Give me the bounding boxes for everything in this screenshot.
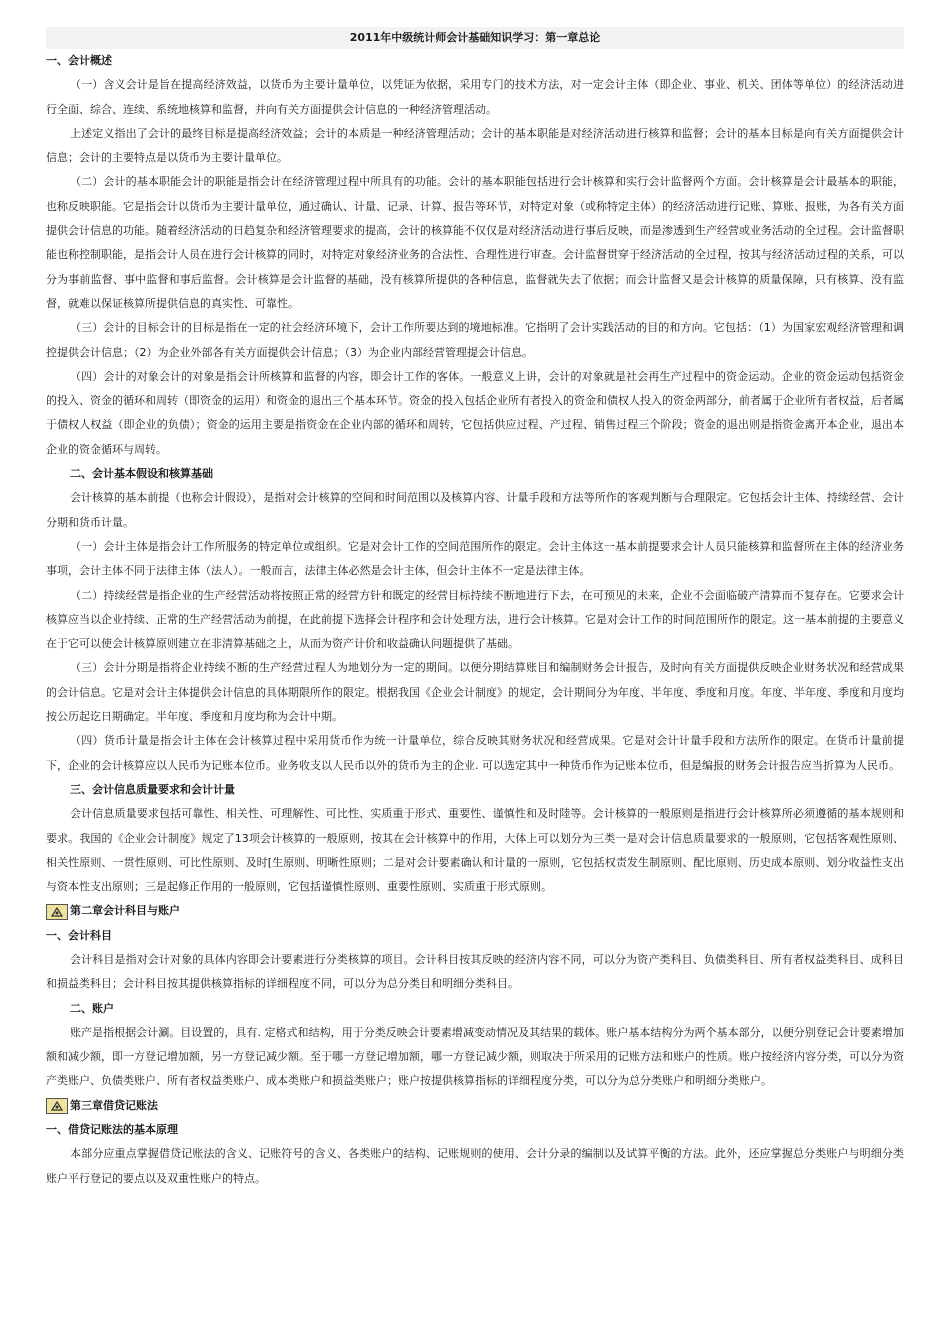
- paragraph: （二）会计的基本职能会计的职能是指会计在经济管理过程中所具有的功能。会计的基本职能包括进行会计核算和实行会计监督两个方面。会计核算是会计最基本的职能，也称反映职能。它是指会计以货币为主要计量单位，通过确认、计量、记录、计算、报告等环节，对特定对象（或称特定主体）的经济活动进行记账、算账、报账，为各有关方面提供会计信息的功能。随着经济活动的日趋复杂和经济管理要求的提高，会计的核算能不仅仅是对经济活动进行事后反映，而是渗透到生产经营或业务活动的全过程。会计监督职能也称控制职能，是指会计人员在进行会计核算的同时，对特定对象经济业务的合法性、合理性进行审查。会计监督贯穿于经济活动的全过程，按其与经济活动过程的关系，可以分为事前监督、事中监督和事后监督。会计核算是会计监督的基础，没有核算所提供的各种信息，监督就失去了依据；而会计监督又是会计核算的质量保障，只有核算、没有监督，就难以保证核算所提供信息的真实性、可靠性。: [46, 175, 904, 310]
- paragraph: 上述定义指出了会计的最终目标是提高经济效益；会计的本质是一种经济管理活动；会计的基本职能是对经济活动进行核算和监督；会计的基本目标是向有关方面提供会计信息；会计的主要特点是以货币为主要计量单位。: [46, 126, 904, 165]
- chapter-title: 第三章借贷记账法: [70, 1098, 158, 1112]
- document-icon: [46, 904, 68, 920]
- paragraph: （四）货币计量是指会计主体在会计核算过程中采用货币作为统一计量单位，综合反映其财务状况和经营成果。它是对会计计量手段和方法所作的限定。在货币计量前提下，企业的会计核算应以人民币为记账本位币。业务收支以人民币以外的货币为主的企业. 可以选定其中一种货币作为记账本位币，但是编报的财务会计报告应当折算为人民币。: [46, 734, 904, 772]
- section-heading: 三、会计信息质量要求和会计计量: [70, 782, 235, 796]
- paragraph: （一）会计主体是指会计工作所服务的特定单位或组织。它是对会计工作的空间范围所作的限定。会计主体这一基本前提要求会计人员只能核算和监督所在主体的经济业务事项，会计主体不同于法律主体（法人）。一般而言，法律主体必然是会计主体，但会计主体不一定是法律主体。: [46, 539, 904, 578]
- paragraph: 会计核算的基本前提（也称会计假设），是指对会计核算的空间和时间范围以及核算内容、计量手段和方法等所作的客观判断与合理限定。它包括会计主体、持续经营、会计分期和货币计量。: [46, 491, 904, 529]
- paragraph: （三）会计分期是指将企业持续不断的生产经营过程人为地划分为一定的期间。以便分期结算账目和编制财务会计报告，及时向有关方面提供反映企业财务状况和经营成果的会计信息。它是对会计主体提供会计信息的具体期限所作的限定。根据我国《企业会计制度》的规定，会计期间分为年度、半年度、季度和月度。年度、半年度、季度和月度均按公历起讫日期确定。半年度、季度和月度均称为会计中期。: [46, 661, 904, 724]
- paragraph: （一）含义会计是旨在提高经济效益，以货币为主要计量单位，以凭证为依据，采用专门的技术方法，对一定会计主体（即企业、事业、机关、团体等单位）的经济活动进行全面、综合、连续、系统地核算和监督，并向有关方面提供会计信息的一种经济管理活动。: [46, 78, 904, 116]
- paragraph: 账产是指根据会计涮。目设置的，具有. 定格式和结构，用于分类反映会计要素增减变动情况及其结果的载体。账户基本结构分为两个基本部分，以便分别登记会计要素增加额和减少额，即一方登记增加额，另一方登记减少额。至于哪一方登记增加额，哪一方登记减少额，则取决于所采用的记账方法和账户的性质。账户按经济内容分类，可以分为资产类账户、负债类账户、所有者权益类账户、成本类账户和损益类账户；账户按提供核算指标的详细程度分类，可以分为总分类账户和明细分类账户。: [46, 1025, 904, 1088]
- chapter-title: 第二章会计科目与账户: [70, 904, 180, 918]
- paragraph: （二）持续经营是指企业的生产经营活动将按照正常的经营方针和既定的经营目标持续不断地进行下去，在可预见的未来，企业不会面临破产清算而不复存在。它要求会计核算应当以企业持续、正常的生产经营活动为前提，在此前提下选择会计程序和会计处理方法，进行会计核算。它是对会计工作的时间范围所作的限定。这一基本前提的主要意义在于它可以使会计核算原则建立在非清算基础之上，从而为资产计价和收益确认问题提供了基础。: [46, 588, 904, 651]
- document-title: 2011年中级统计师会计基础知识学习：第一章总论: [46, 27, 904, 49]
- paragraph: 本部分应重点掌握借贷记账法的含义、记账符号的含义、各类账户的结构、记账规则的使用、会计分录的编制以及试算平衡的方法。此外，还应掌握总分类账户与明细分类账户平行登记的要点以及双重性账户的特点。: [46, 1147, 904, 1185]
- document-icon: [46, 1098, 68, 1114]
- paragraph: （四）会计的对象会计的对象是指会计所核算和监督的内容，即会计工作的客体。一般意义上讲，会计的对象就是社会再生产过程中的资金运动。企业的资金运动包括资金的投入、资金的循环和周转（即资金的运用）和资金的退出三个基本环节。资金的投入包括企业所有者投入的资金和债权人投入的资金两部分，前者属于企业所有者权益，后者属于债权人权益（即企业的负债）；资金的运用主要是指资金在企业内部的循环和周转，它包括供应过程、产过程、销售过程三个阶段；资金的退出则是指资金离开本企业，退出本企业的资金循环与周转。: [46, 369, 904, 456]
- paragraph: （三）会计的目标会计的目标是指在一定的社会经济环境下，会计工作所要达到的境地标准。它指明了会计实践活动的目的和方向。它包括：（1）为国家宏观经济管理和调控提供会计信息；（2）为企业外部各有关方面提供会计信息；（3）为企业内部经营管理提会计信息。: [46, 321, 904, 359]
- section-heading: 二、账户: [70, 1001, 114, 1015]
- section-heading: 一、会计概述: [46, 54, 112, 67]
- chapter-heading: [46, 899, 904, 923]
- document-page: [46, 27, 904, 1191]
- chapter-heading: [46, 1094, 904, 1118]
- section-heading: 一、会计科目: [46, 928, 112, 942]
- paragraph: 会计科目是指对会计对象的具体内容即会计要素进行分类核算的项目。会计科目按其反映的经济内容不同，可以分为资产类科目、负债类科目、所有者权益类科目、成科目和损益类科目；会计科目按其提供核算指标的详细程度不同，可以分为总分类目和明细分类科目。: [46, 952, 904, 991]
- section-heading: 一、借贷记账法的基本原理: [46, 1123, 178, 1137]
- paragraph: 会计信息质量要求包括可靠性、相关性、可理解性、可比性、实质重于形式、重要性、谨慎性和及时陸等。会计核算的一般原则是指进行会计核算所必须遵循的基本规则和要求。我国的《企业会计制度》规定了13项会计核算的一般原则，按其在会计核算中的作用，大体上可以划分为三类一是对会计信息质量要求的一般原则，它包括客观性原则、相关性原则、一贯性原则、可比性原则、及时[生原则、明晰性原则；二是对会计要素确认和计量的一原则，它包括权责发生制原则、配比原则、历史成本原则、划分收益性支出与资本性支出原则；三是起修正作用的一般原则，它包括谨慎性原则、重要性原则、实质重于形式原则。: [46, 807, 904, 894]
- section-heading: 二、会计基本假设和核算基础: [70, 467, 213, 481]
